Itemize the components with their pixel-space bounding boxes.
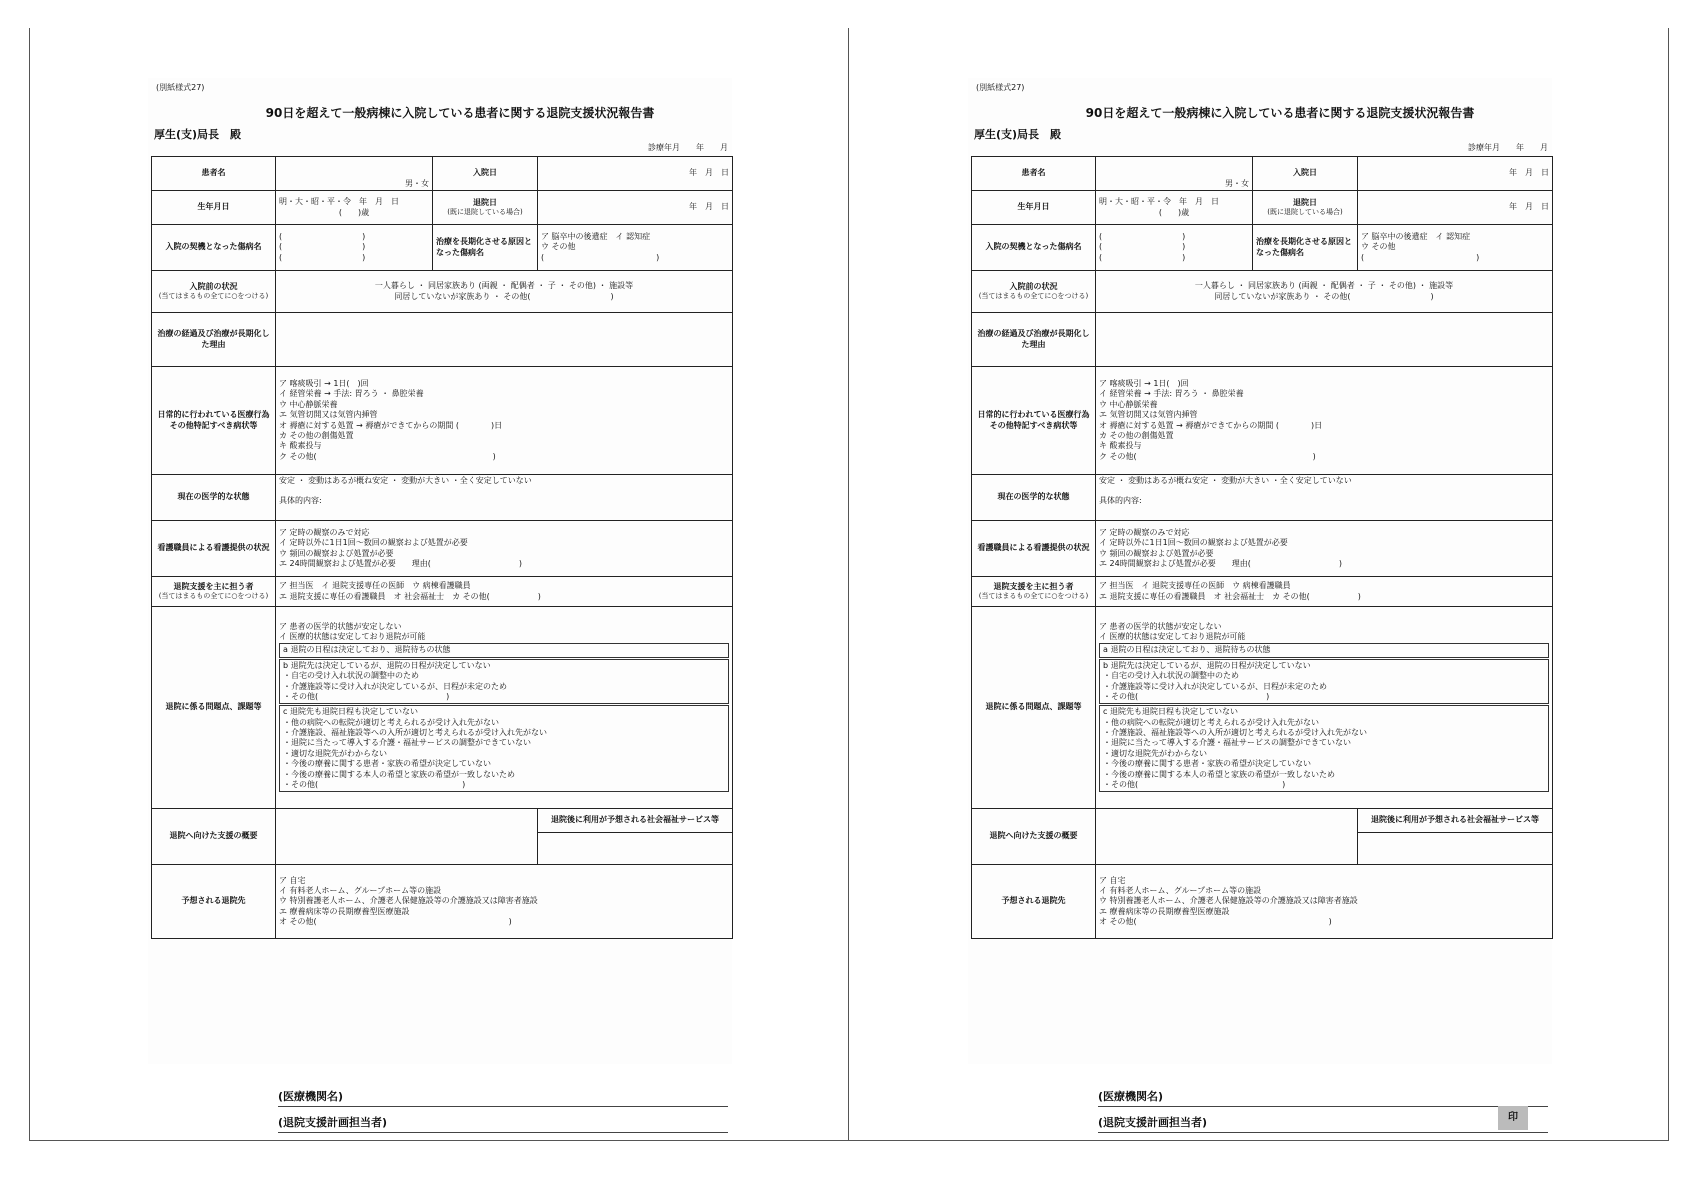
admission-date-field[interactable]: 年 月 日 <box>538 157 733 191</box>
cause-disease-label: 入院の契機となった傷病名 <box>972 225 1096 271</box>
daily-care-label: 日常的に行われている医療行為その他特記すべき病状等 <box>972 367 1096 475</box>
cause-line-2: ( ) <box>279 242 366 252</box>
nursing-status-options[interactable]: ア 定時の観察のみで対応 イ 定時以外に1日1回〜数回の観察および処置が必要 ウ 頻回の観察および処置が必要 エ 24時間観察および処置が必要 理由( ) <box>276 521 733 577</box>
prior-status-options[interactable]: 一人暮らし ・ 同居家族あり (両親 ・ 配偶者 ・ 子 ・ その他) ・ 施設等 同居していないが家族あり ・ その他( ) <box>1096 271 1553 313</box>
medical-condition-options: 安定 ・ 変動はあるが概ね安定 ・ 変動が大きい ・全く安定していない <box>1099 476 1352 485</box>
prolong-cause-options[interactable]: ア 脳卒中の後遺症 イ 認知症 ウ その他 ( ) <box>1358 225 1553 271</box>
medical-condition-field[interactable] <box>1096 475 1553 521</box>
prior-status-label-text: 入院前の状況 <box>189 282 238 292</box>
issues-option-b: b 退院先は決定しているが、退院の日程が決定していない ・自宅の受け入れ状況の調整中のため ・介護施設等に受け入れが決定しているが、日程が未定のため ・その他( ) <box>1099 659 1549 705</box>
issues-option-c: c 退院先も退院日程も決定していない ・他の病院への転院が適切と考えられるが受け入れ先がない ・介護施設、福祉施設等への入所が適切と考えられるが受け入れ先がない ・退院に当たって導入する介護・福祉サービスの調整ができていない ・適切な退院先がわからない ・今後の療養に関する患者・家族の希望が決定していない ・今後の療養に関する本人の希望と家族の希望が一致しないため ・その他( ) <box>1099 705 1549 792</box>
cause-disease-field[interactable] <box>276 225 433 271</box>
prolong-cause-label: 治療を長期化させる原因となった傷病名 <box>433 225 538 271</box>
patient-name-label: 患者名 <box>152 157 276 191</box>
support-staff-note: (当てはまるもの全てに○をつける) <box>978 591 1089 600</box>
cause-line-3: ( ) <box>279 252 366 262</box>
form-title: 90日を超えて一般病棟に入院している患者に関する退院支援状況報告書 <box>265 106 655 120</box>
issues-top-options: ア 患者の医学的状態が安定しない イ 医療的状態は安定しており退院が可能 <box>1099 621 1246 641</box>
era-options: 明・大・昭・平・令 年 月 日 <box>279 197 399 207</box>
page-divider <box>848 28 849 1141</box>
patient-name-field[interactable] <box>1096 157 1253 191</box>
prolong-cause-options[interactable]: ア 脳卒中の後遺症 イ 認知症 ウ その他 ( ) <box>538 225 733 271</box>
support-staff-options[interactable]: ア 担当医 イ 退院支援専任の医師 ウ 病棟看護職員 エ 退院支援に専任の看護職員 オ 社会福祉士 カ その他( ) <box>1096 577 1553 607</box>
prior-status-label <box>152 271 276 313</box>
age-field: ( )歳 <box>338 207 370 217</box>
daily-care-label: 日常的に行われている医療行為その他特記すべき病状等 <box>152 367 276 475</box>
issues-option-c: c 退院先も退院日程も決定していない ・他の病院への転院が適切と考えられるが受け入れ先がない ・介護施設、福祉施設等への入所が適切と考えられるが受け入れ先がない ・退院に当たって導入する介護・福祉サービスの調整ができていない ・適切な退院先がわからない ・今後の療養に関する患者・家族の希望が決定していない ・今後の療養に関する本人の希望と家族の希望が一致しないため ・その他( ) <box>279 705 729 792</box>
cause-disease-field[interactable] <box>1096 225 1253 271</box>
admission-date-field[interactable]: 年 月 日 <box>1358 157 1553 191</box>
discharge-date-label-text: 退院日 <box>473 198 497 208</box>
discharge-date-label <box>1253 191 1358 225</box>
discharge-date-field[interactable]: 年 月 日 <box>1358 191 1553 225</box>
prior-status-options[interactable]: 一人暮らし ・ 同居家族あり (両親 ・ 配偶者 ・ 子 ・ その他) ・ 施設等 同居していないが家族あり ・ その他( ) <box>276 271 733 313</box>
discharge-issues-field[interactable] <box>1096 607 1553 809</box>
addressee: 厚生(支)局長 殿 <box>154 128 242 141</box>
addressee: 厚生(支)局長 殿 <box>974 128 1062 141</box>
social-services-label: 退院後に利用が予想される社会福祉サービス等 <box>1358 809 1553 833</box>
issues-option-a: a 退院の日程は決定しており、退院待ちの状態 <box>1099 643 1549 657</box>
daily-care-options[interactable]: ア 喀痰吸引 → 1日( )回 イ 経管栄養 → 手法: 胃ろう ・ 鼻腔栄養 ウ 中心静脈栄養 エ 気管切開又は気管内挿管 オ 褥瘡に対する処置 → 褥瘡ができてからの期間 ( )日 カ その他の創傷処置 キ 酸素投与 ク その他( ) <box>1096 367 1553 475</box>
age-field: ( )歳 <box>1158 207 1190 217</box>
expected-destination-options[interactable]: ア 自宅 イ 有料老人ホーム、グループホーム等の施設 ウ 特別養護老人ホーム、介護老人保健施設等の介護施設又は障害者施設 エ 療養病床等の長期療養型医療施設 オ その他( ) <box>276 865 733 939</box>
prior-status-note: (当てはまるもの全てに○をつける) <box>978 291 1089 300</box>
patient-name-label: 患者名 <box>972 157 1096 191</box>
support-staff-label <box>152 577 276 607</box>
prior-status-note: (当てはまるもの全てに○をつける) <box>158 291 269 300</box>
report-table <box>151 156 733 939</box>
consultation-date: 診療年月 年 月 <box>648 143 728 152</box>
form-title: 90日を超えて一般病棟に入院している患者に関する退院支援状況報告書 <box>1085 106 1475 120</box>
support-staff-label-text: 退院支援を主に担う者 <box>173 582 254 592</box>
issues-option-a: a 退院の日程は決定しており、退院待ちの状態 <box>279 643 729 657</box>
cause-line-2: ( ) <box>1099 242 1186 252</box>
treatment-reason-field[interactable] <box>1096 313 1553 367</box>
discharge-issues-label: 退院に係る問題点、課題等 <box>972 607 1096 809</box>
medical-condition-detail: 具体的内容: <box>1099 496 1142 506</box>
discharge-date-label <box>433 191 538 225</box>
discharge-planner-line[interactable] <box>278 1114 728 1133</box>
support-overview-label: 退院へ向けた支援の概要 <box>152 809 276 865</box>
nursing-status-label: 看護職員による看護提供の状況 <box>972 521 1096 577</box>
treatment-reason-label: 治療の経過及び治療が長期化した理由 <box>152 313 276 367</box>
support-staff-options[interactable]: ア 担当医 イ 退院支援専任の医師 ウ 病棟看護職員 エ 退院支援に専任の看護職員 オ 社会福祉士 カ その他( ) <box>276 577 733 607</box>
social-services-field[interactable] <box>538 833 733 865</box>
support-staff-note: (当てはまるもの全てに○をつける) <box>158 591 269 600</box>
sex-options: 男・女 <box>405 178 429 188</box>
cause-disease-label: 入院の契機となった傷病名 <box>152 225 276 271</box>
institution-name-line[interactable] <box>278 1088 728 1107</box>
consultation-date: 診療年月 年 月 <box>1468 143 1548 152</box>
cause-line-1: ( ) <box>1099 231 1186 241</box>
institution-name-label: (医療機関名) <box>278 1090 344 1103</box>
support-overview-field[interactable] <box>1096 809 1358 865</box>
medical-condition-label: 現在の医学的な状態 <box>152 475 276 521</box>
prior-status-label-text: 入院前の状況 <box>1009 282 1058 292</box>
institution-name-line[interactable] <box>1098 1088 1548 1107</box>
medical-condition-options: 安定 ・ 変動はあるが概ね安定 ・ 変動が大きい ・全く安定していない <box>279 476 532 485</box>
birth-date-field[interactable] <box>1096 191 1253 225</box>
patient-name-field[interactable] <box>276 157 433 191</box>
form-page-left <box>148 78 732 1129</box>
expected-destination-label: 予想される退院先 <box>152 865 276 939</box>
support-staff-label <box>972 577 1096 607</box>
medical-condition-field[interactable] <box>276 475 733 521</box>
discharge-date-note: (既に退院している場合) <box>1267 207 1343 216</box>
support-overview-label: 退院へ向けた支援の概要 <box>972 809 1096 865</box>
form-page-right <box>968 78 1552 1129</box>
issues-top-options: ア 患者の医学的状態が安定しない イ 医療的状態は安定しており退院が可能 <box>279 621 426 641</box>
report-table <box>971 156 1553 939</box>
discharge-date-note: (既に退院している場合) <box>447 207 523 216</box>
social-services-field[interactable] <box>1358 833 1553 865</box>
birth-date-field[interactable] <box>276 191 433 225</box>
discharge-planner-line[interactable] <box>1098 1114 1548 1133</box>
nursing-status-options[interactable]: ア 定時の観察のみで対応 イ 定時以外に1日1回〜数回の観察および処置が必要 ウ 頻回の観察および処置が必要 エ 24時間観察および処置が必要 理由( ) <box>1096 521 1553 577</box>
treatment-reason-field[interactable] <box>276 313 733 367</box>
discharge-date-field[interactable]: 年 月 日 <box>538 191 733 225</box>
cause-line-3: ( ) <box>1099 252 1186 262</box>
birth-date-label: 生年月日 <box>152 191 276 225</box>
prior-status-label <box>972 271 1096 313</box>
cause-line-1: ( ) <box>279 231 366 241</box>
institution-name-label: (医療機関名) <box>1098 1090 1164 1103</box>
discharge-issues-label: 退院に係る問題点、課題等 <box>152 607 276 809</box>
discharge-issues-field[interactable] <box>276 607 733 809</box>
discharge-planner-label: (退院支援計画担当者) <box>278 1116 388 1129</box>
medical-condition-label: 現在の医学的な状態 <box>972 475 1096 521</box>
admission-date-label: 入院日 <box>433 157 538 191</box>
discharge-date-label-text: 退院日 <box>1293 198 1317 208</box>
support-staff-label-text: 退院支援を主に担う者 <box>993 582 1074 592</box>
nursing-status-label: 看護職員による看護提供の状況 <box>152 521 276 577</box>
daily-care-options[interactable]: ア 喀痰吸引 → 1日( )回 イ 経管栄養 → 手法: 胃ろう ・ 鼻腔栄養 ウ 中心静脈栄養 エ 気管切開又は気管内挿管 オ 褥瘡に対する処置 → 褥瘡ができてからの期間 ( )日 カ その他の創傷処置 キ 酸素投与 ク その他( ) <box>276 367 733 475</box>
social-services-label: 退院後に利用が予想される社会福祉サービス等 <box>538 809 733 833</box>
support-overview-field[interactable] <box>276 809 538 865</box>
form-code: (別紙様式27) <box>156 83 205 92</box>
seal-stamp: 印 <box>1498 1106 1528 1130</box>
admission-date-label: 入院日 <box>1253 157 1358 191</box>
expected-destination-label: 予想される退院先 <box>972 865 1096 939</box>
issues-option-b: b 退院先は決定しているが、退院の日程が決定していない ・自宅の受け入れ状況の調整中のため ・介護施設等に受け入れが決定しているが、日程が未定のため ・その他( ) <box>279 659 729 705</box>
birth-date-label: 生年月日 <box>972 191 1096 225</box>
treatment-reason-label: 治療の経過及び治療が長期化した理由 <box>972 313 1096 367</box>
sex-options: 男・女 <box>1225 178 1249 188</box>
expected-destination-options[interactable]: ア 自宅 イ 有料老人ホーム、グループホーム等の施設 ウ 特別養護老人ホーム、介護老人保健施設等の介護施設又は障害者施設 エ 療養病床等の長期療養型医療施設 オ その他( ) <box>1096 865 1553 939</box>
medical-condition-detail: 具体的内容: <box>279 496 322 506</box>
discharge-planner-label: (退院支援計画担当者) <box>1098 1116 1208 1129</box>
prolong-cause-label: 治療を長期化させる原因となった傷病名 <box>1253 225 1358 271</box>
era-options: 明・大・昭・平・令 年 月 日 <box>1099 197 1219 207</box>
form-code: (別紙様式27) <box>976 83 1025 92</box>
